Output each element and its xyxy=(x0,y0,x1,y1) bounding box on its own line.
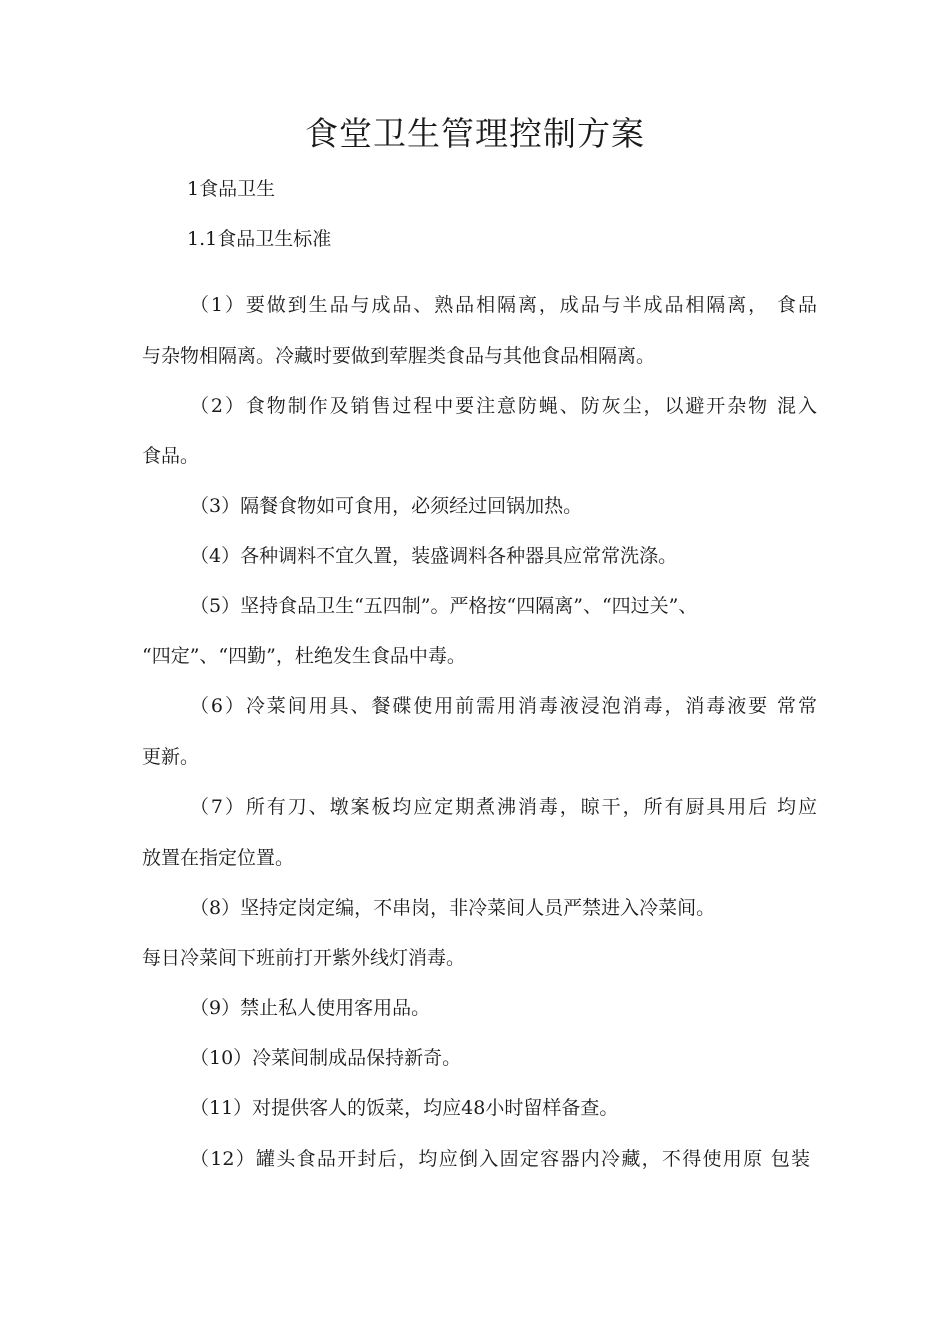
paragraph-line: 每日冷菜间下班前打开紫外线灯消毒。 xyxy=(142,947,466,969)
paragraph-line: “四定”、“四勤”，杜绝发生食品中毒。 xyxy=(142,645,466,667)
paragraph-line: 放置在指定位置。 xyxy=(142,847,295,869)
paragraph-line: （5）坚持食品卫生“五四制”。严格按“四隔离”、“四过关”、 xyxy=(190,595,698,617)
paragraph-line: （4）各种调料不宜久置，装盛调料各种器具应常常洗涤。 xyxy=(190,545,678,567)
paragraph-line: （6）冷菜间用具、餐碟使用前需用消毒液浸泡消毒，消毒液要 常常 xyxy=(190,695,817,717)
paragraph-line: （10）冷菜间制成品保持新奇。 xyxy=(190,1047,462,1069)
paragraph-line: （1）要做到生品与成品、熟品相隔离，成品与半成品相隔离， 食品 xyxy=(190,294,817,316)
subsection-heading: 1.1食品卫生标准 xyxy=(187,228,332,250)
paragraph-line: 更新。 xyxy=(142,746,200,768)
paragraph-line: （8）坚持定岗定编，不串岗，非冷菜间人员严禁进入冷菜间。 xyxy=(190,897,716,919)
paragraph-line: （3）隔餐食物如可食用，必须经过回锅加热。 xyxy=(190,495,583,517)
paragraph-line: （11）对提供客人的饭菜，均应48小时留样备查。 xyxy=(190,1097,619,1119)
paragraph-line: 食品。 xyxy=(142,445,200,467)
paragraph-line: （12）罐头食品开封后，均应倒入固定容器内冷藏，不得使用原 包装 xyxy=(190,1148,810,1170)
paragraph-line: （9）禁止私人使用客用品。 xyxy=(190,997,431,1019)
section-heading: 1食品卫生 xyxy=(187,178,276,200)
paragraph-line: （7）所有刀、墩案板均应定期煮沸消毒，晾干，所有厨具用后 均应 xyxy=(190,796,817,818)
paragraph-line: （2）食物制作及销售过程中要注意防蝇、防灰尘，以避开杂物 混入 xyxy=(190,395,817,417)
paragraph-line: 与杂物相隔离。冷藏时要做到荤腥类食品与其他食品相隔离。 xyxy=(142,345,656,367)
document-title: 食堂卫生管理控制方案 xyxy=(305,114,645,153)
